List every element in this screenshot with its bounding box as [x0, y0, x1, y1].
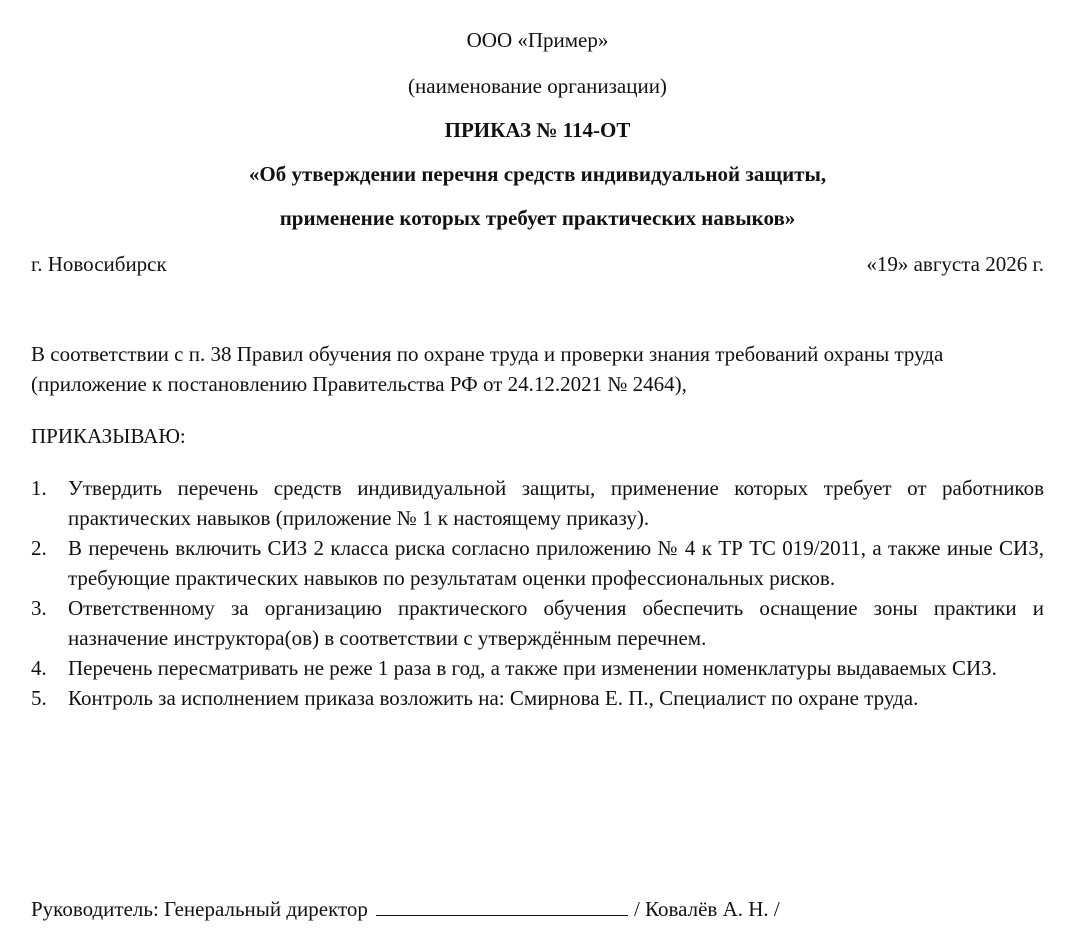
organization-name: ООО «Пример» — [466, 28, 609, 52]
list-item-number: 5. — [31, 686, 47, 710]
city: г. Новосибирск — [31, 252, 167, 276]
preamble: В соответствии с п. 38 Правил обучения по охране труда и проверки знания требований охраны труда (приложение к постановлению Правительства РФ от 24.12.2021 № 2464), — [31, 342, 944, 396]
list-item — [31, 533, 1044, 593]
list-item-number: 4. — [31, 656, 47, 680]
list-item-text: Перечень пересматривать не реже 1 раза в год, а также при изменении номенклатуры выдаваемых СИЗ. — [68, 656, 997, 680]
signatory-name: / Ковалёв А. Н. / — [633, 897, 780, 921]
list-item-text: В перечень включить СИЗ 2 класса риска согласно приложению № 4 к ТР ТС 019/2011, а также иные СИЗ, требующие практических навыков по результатам оценки профессиональных рисков. — [68, 536, 1044, 590]
order-title — [31, 159, 1044, 233]
signatory-label: Руководитель: Генеральный директор — [31, 897, 368, 921]
order-items-list — [31, 473, 1044, 713]
list-item-number: 3. — [31, 596, 47, 620]
order-title-line-2: применение которых требует практических навыков» — [279, 206, 796, 230]
organization-caption: (наименование организации) — [408, 74, 667, 98]
list-item — [31, 473, 1044, 533]
order-title-line-1: «Об утверждении перечня средств индивидуальной защиты, — [248, 162, 827, 186]
order-document — [0, 25, 1088, 949]
list-item — [31, 593, 1044, 653]
order-number: ПРИКАЗ № 114-ОТ — [444, 118, 631, 142]
signature-block — [31, 894, 780, 924]
list-item — [31, 653, 1044, 683]
directive-heading: ПРИКАЗЫВАЮ: — [31, 424, 186, 448]
signature-line — [376, 894, 628, 916]
list-item-text: Ответственному за организацию практического обучения обеспечить оснащение зоны практики и назначение инструктора(ов) в соответствии с утверждённым перечнем. — [68, 596, 1044, 650]
list-item-number: 1. — [31, 476, 47, 500]
list-item-text: Утвердить перечень средств индивидуальной защиты, применение которых требует от работников практических навыков (приложение № 1 к настоящему приказу). — [68, 476, 1044, 530]
list-item-text: Контроль за исполнением приказа возложить на: Смирнова Е. П., Специалист по охране труда. — [68, 686, 919, 710]
list-item — [31, 683, 1044, 713]
place-date-row — [31, 249, 1044, 279]
order-date: «19» августа 2026 г. — [866, 252, 1044, 276]
list-item-number: 2. — [31, 536, 47, 560]
